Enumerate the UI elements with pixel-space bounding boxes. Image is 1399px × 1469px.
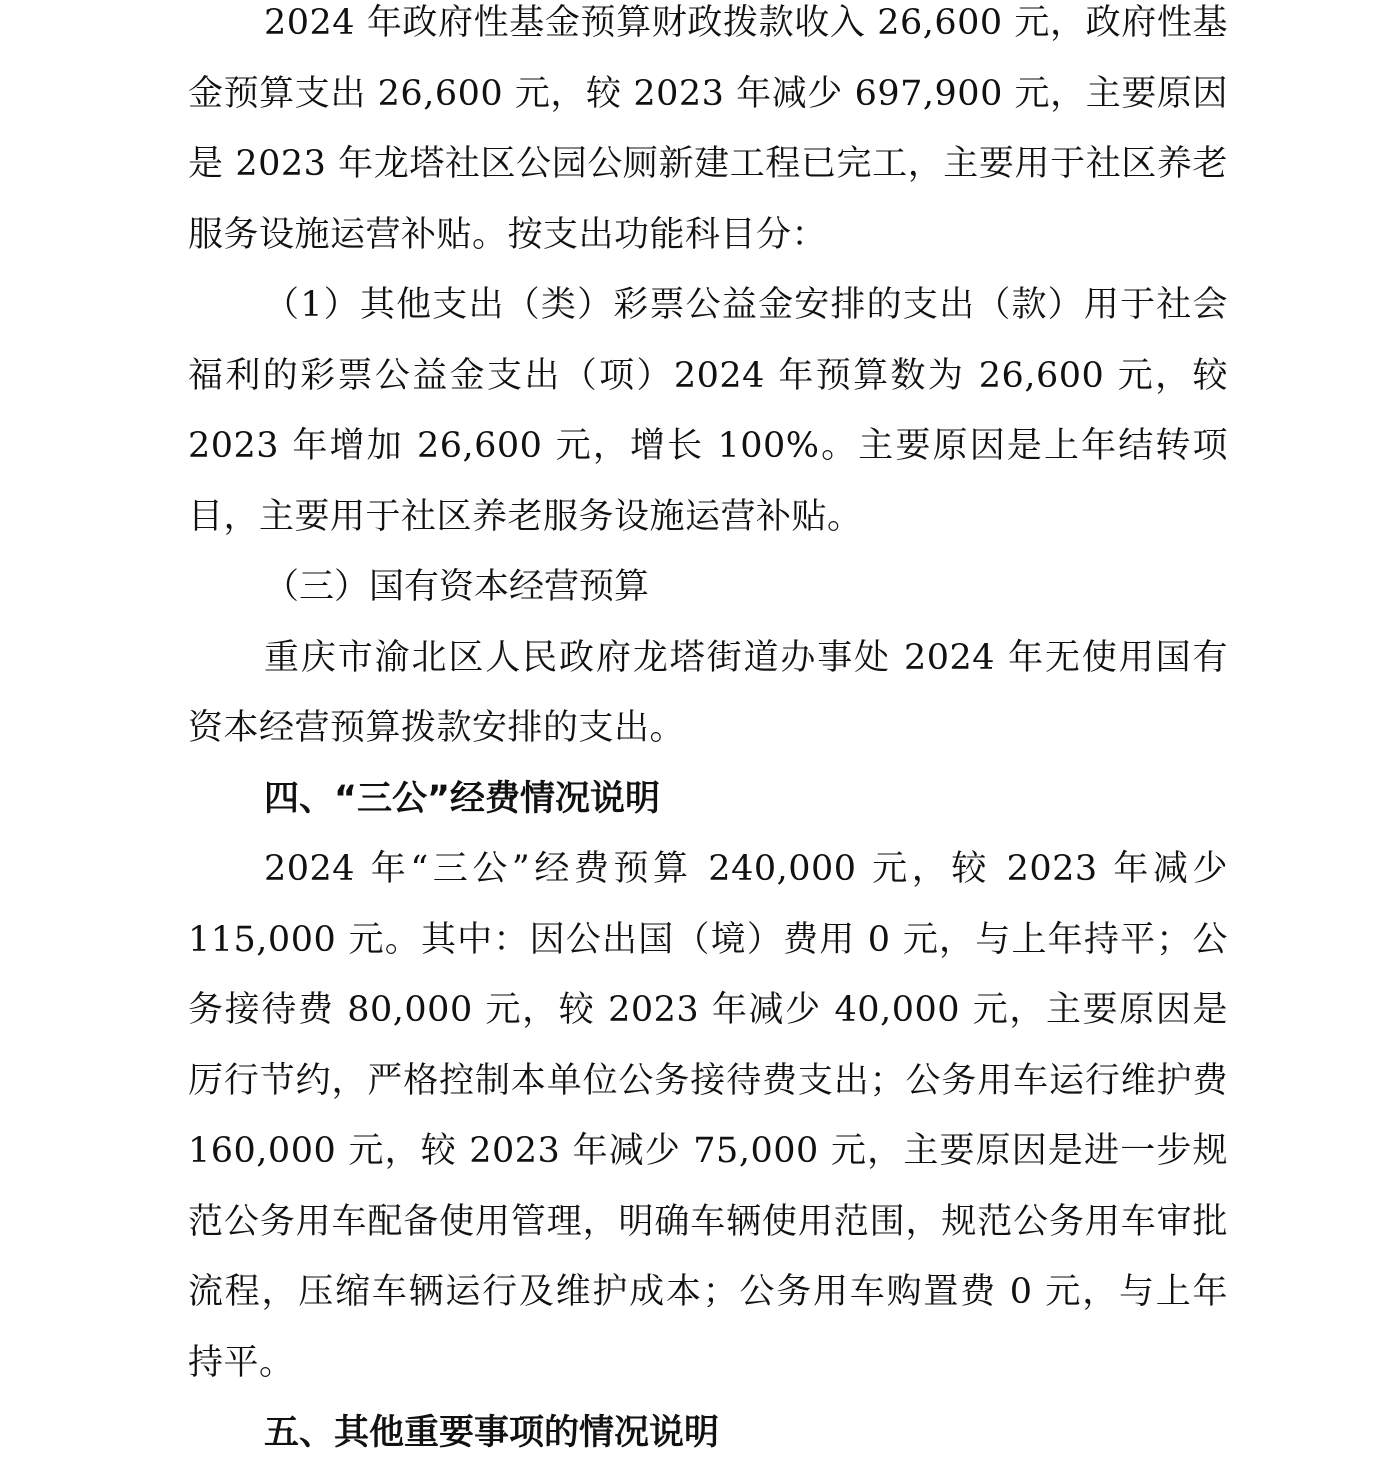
heading-other-important-matters: 五、其他重要事项的情况说明 (264, 1413, 720, 1453)
subheading-state-capital-budget: （三）国有资本经营预算 (264, 567, 650, 607)
paragraph-state-capital-budget: 重庆市渝北区人民政府龙塔街道办事处 2024 年无使用国有资本经营预算拨款安排的支出。 (188, 637, 1228, 748)
paragraph-gov-fund-item-1: （1）其他支出（类）彩票公益金安排的支出（款）用于社会福利的彩票公益金支出（项）2024 年预算数为 26,600 元，较 2023 年增加 26,600 元，增长 100%。主要原因是上年结转项目，主要用于社区养老服务设施运营补贴。 (188, 285, 1228, 537)
paragraph-gov-fund-summary: 2024 年政府性基金预算财政拨款收入 26,600 元，政府性基金预算支出 26,600 元，较 2023 年减少 697,900 元，主要原因是 2023 年龙塔社区公园公厕新建工程已完工，主要用于社区养老服务设施运营补贴。按支出功能科目分： (188, 3, 1228, 255)
heading-three-public-expenses: 四、“三公”经费情况说明 (264, 778, 661, 819)
document-page (188, 0, 1228, 1469)
paragraph-three-public-expenses: 2024 年“三公”经费预算 240,000 元，较 2023 年减少 115,000 元。其中：因公出国（境）费用 0 元，与上年持平；公务接待费 80,000 元，较 2023 年减少 40,000 元，主要原因是厉行节约，严格控制本单位公务接待费支出；公务用车运行维护费 160,000 元，较 2023 年减少 75,000 元，主要原因是进一步规范公务用车配备使用管理，明确车辆使用范围，规范公务用车审批流程，压缩车辆运行及维护成本；公务用车购置费 0 元，与上年持平。 (188, 849, 1228, 1383)
